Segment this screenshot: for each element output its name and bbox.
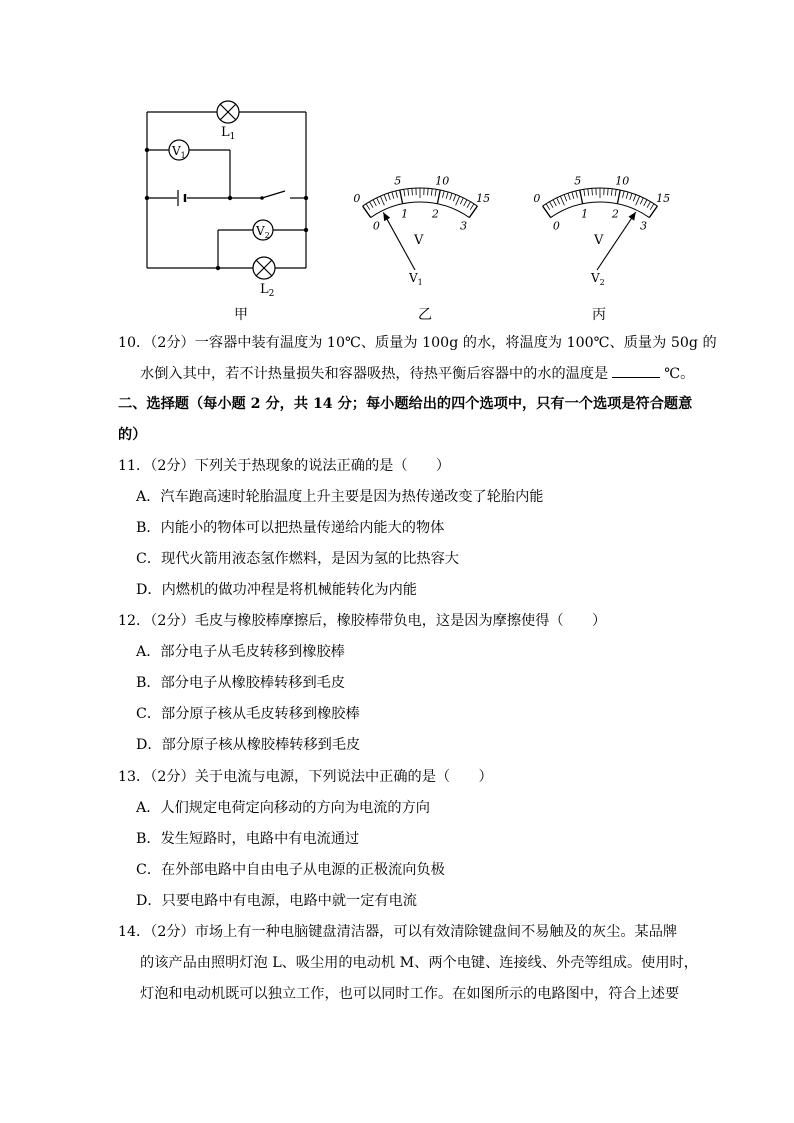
dial-lower-label: 0 — [372, 219, 380, 233]
dial-tick — [412, 188, 413, 195]
q11-option-a[interactable]: A．汽车跑高速时轮胎温度上升主要是因为热传递改变了轮胎内能 — [136, 489, 544, 505]
q11-option-b[interactable]: B．内能小的物体可以把热量传递给内能大的物体 — [136, 520, 445, 536]
figure-svg — [130, 90, 710, 330]
dial-lower-label: 2 — [431, 207, 439, 221]
dial-lower-label: 3 — [640, 219, 648, 233]
dial-tick — [572, 192, 574, 199]
q14-line2: 的该产品由照明灯泡 L、吸尘用的电动机 M、两个电键、连接线、外壳等组成。使用时， — [140, 955, 698, 971]
voltmeter-dial-yi — [353, 174, 490, 287]
dial-tick — [633, 195, 636, 202]
dial-pointer-label: $V_2$ — [591, 271, 605, 287]
dial-tick — [369, 202, 373, 208]
q10-unit: ℃。 — [664, 366, 695, 382]
dial-tick — [576, 191, 578, 198]
caption-bing: 丙 — [592, 307, 606, 323]
q11-stem: 11．（2分）下列关于热现象的说法正确的是（ ） — [118, 458, 451, 474]
dial-tick — [622, 191, 624, 198]
dial-tick — [584, 189, 585, 196]
caption-jia: 甲 — [234, 307, 248, 323]
dial-tick — [560, 196, 564, 205]
dial-unit-label: V — [414, 233, 424, 248]
dial-tick — [384, 195, 387, 202]
dial-tick — [564, 195, 567, 202]
q13-option-a[interactable]: A．人们规定电荷定向移动的方向为电流的方向 — [136, 800, 430, 816]
caption-yi: 乙 — [418, 307, 432, 323]
dial-tick — [626, 192, 628, 199]
dial-pointer-head — [628, 212, 635, 221]
voltmeter-dial-bing — [533, 174, 670, 287]
q13-option-c[interactable]: C．在外部电路中自由电子从电源的正极流向负极 — [136, 862, 445, 878]
q10-line2-text: 水倒入其中，若不计热量损失和容器吸热，待热平衡后容器中的水的温度是 — [140, 366, 609, 382]
dial-tick — [380, 196, 384, 205]
dial-tick — [553, 200, 556, 206]
dial-tick — [636, 196, 640, 205]
dial-tick — [580, 190, 583, 204]
dial-upper-label: 0 — [353, 191, 361, 205]
dial-tick — [453, 195, 456, 202]
v1-symbol-label: $V_1$ — [172, 144, 186, 160]
dial-tick — [456, 196, 460, 205]
dial-tick — [428, 188, 429, 195]
q12-option-d[interactable]: D．部分原子核从橡胶棒转移到毛皮 — [136, 737, 361, 753]
dial-tick — [446, 192, 448, 199]
dial-tick — [400, 190, 403, 204]
dial-tick — [469, 206, 477, 217]
dial-upper-label: 15 — [656, 191, 671, 205]
dial-upper-label: 10 — [615, 174, 630, 188]
dial-lower-label: 2 — [611, 207, 619, 221]
dial-tick — [460, 198, 463, 204]
dial-upper-label: 15 — [476, 191, 491, 205]
section2-heading-line1: 二、选择题（每小题 2 分，共 14 分；每小题给出的四个选项中，只有一个选项是符合题意 — [118, 396, 693, 412]
dial-tick — [568, 193, 570, 200]
dial-tick — [615, 189, 616, 196]
dial-tick — [377, 198, 380, 204]
dial-tick — [588, 189, 589, 196]
dial-upper-label: 5 — [574, 174, 582, 188]
dial-upper-label: 10 — [435, 174, 450, 188]
dial-tick — [546, 204, 550, 210]
dial-tick — [442, 191, 444, 198]
q14-line3: 灯泡和电动机既可以独立工作，也可以同时工作。在如图所示的电路图中，符合上述要 — [140, 986, 680, 1002]
section2-heading-line2: 的） — [118, 427, 147, 443]
q14-line1: 14．（2分）市场上有一种电脑键盘清洁器，可以有效清除键盘间不易触及的灰尘。某品牌 — [118, 924, 678, 940]
junction-dots — [145, 148, 308, 270]
q11-option-d[interactable]: D．内燃机的做功冲程是将机械能转化为内能 — [136, 582, 417, 598]
dial-lower-label: 1 — [401, 207, 409, 221]
q10-line2 — [140, 363, 694, 384]
dial-tick — [644, 200, 647, 206]
circuit-and-meters-figure — [130, 90, 710, 330]
dial-tick — [464, 200, 467, 206]
dial-unit-label: V — [594, 233, 604, 248]
dial-tick — [640, 198, 643, 204]
dial-tick — [435, 189, 436, 196]
dial-tick — [592, 188, 593, 195]
q12-option-b[interactable]: B．部分电子从橡胶棒转移到毛皮 — [136, 675, 346, 691]
dial-tick — [437, 190, 440, 204]
dial-lower-label: 0 — [552, 219, 560, 233]
dial-lower-label: 3 — [460, 219, 468, 233]
dial-tick — [611, 189, 612, 196]
lamp2-label: $L_2$ — [260, 282, 275, 299]
dial-upper-label: 0 — [533, 191, 541, 205]
lamp1-label: $L_1$ — [221, 125, 236, 142]
dial-tick — [549, 202, 553, 208]
q13-option-d[interactable]: D．只要电路中有电源，电路中就一定有电流 — [136, 893, 417, 909]
dial-tick — [388, 193, 390, 200]
dial-tick — [467, 202, 471, 208]
dial-tick — [650, 204, 654, 210]
dial-tick — [617, 190, 620, 204]
dial-lower-label: 1 — [581, 207, 589, 221]
dial-tick — [408, 189, 409, 196]
q12-option-a[interactable]: A．部分电子从毛皮转移到橡胶棒 — [136, 644, 345, 660]
q10-line1: 10．（2分）一容器中装有温度为 10℃、质量为 100g 的水，将温度为 100℃、质量为 50g 的 — [118, 335, 717, 351]
dial-pointer-label: $V_1$ — [409, 271, 423, 287]
dial-tick — [543, 206, 551, 217]
dial-tick — [608, 188, 609, 195]
dial-tick — [557, 198, 560, 204]
q13-option-b[interactable]: B．发生短路时，电路中有电流通过 — [136, 831, 360, 847]
dial-tick — [431, 189, 432, 196]
dial-tick — [363, 206, 371, 217]
q13-stem: 13．（2分）关于电流与电源，下列说法中正确的是（ ） — [118, 769, 493, 785]
dial-tick — [373, 200, 376, 206]
dial-tick — [647, 202, 651, 208]
q10-answer-blank[interactable] — [612, 363, 660, 378]
dial-tick — [404, 189, 405, 196]
dial-upper-label: 5 — [394, 174, 402, 188]
dial-tick — [630, 193, 632, 200]
q11-option-c[interactable]: C．现代火箭用液态氢作燃料，是因为氢的比热容大 — [136, 551, 459, 567]
v2-symbol-label: $V_2$ — [256, 224, 270, 240]
dial-tick — [649, 206, 657, 217]
dial-tick — [450, 193, 452, 200]
q12-stem: 12．（2分）毛皮与橡胶棒摩擦后，橡胶棒带负电，这是因为摩擦使得（ ） — [118, 613, 607, 629]
dial-tick — [392, 192, 394, 199]
dial-pointer — [383, 212, 415, 270]
dial-tick — [396, 191, 398, 198]
q12-option-c[interactable]: C．部分原子核从毛皮转移到橡胶棒 — [136, 706, 360, 722]
dial-tick — [470, 204, 474, 210]
dial-tick — [366, 204, 370, 210]
